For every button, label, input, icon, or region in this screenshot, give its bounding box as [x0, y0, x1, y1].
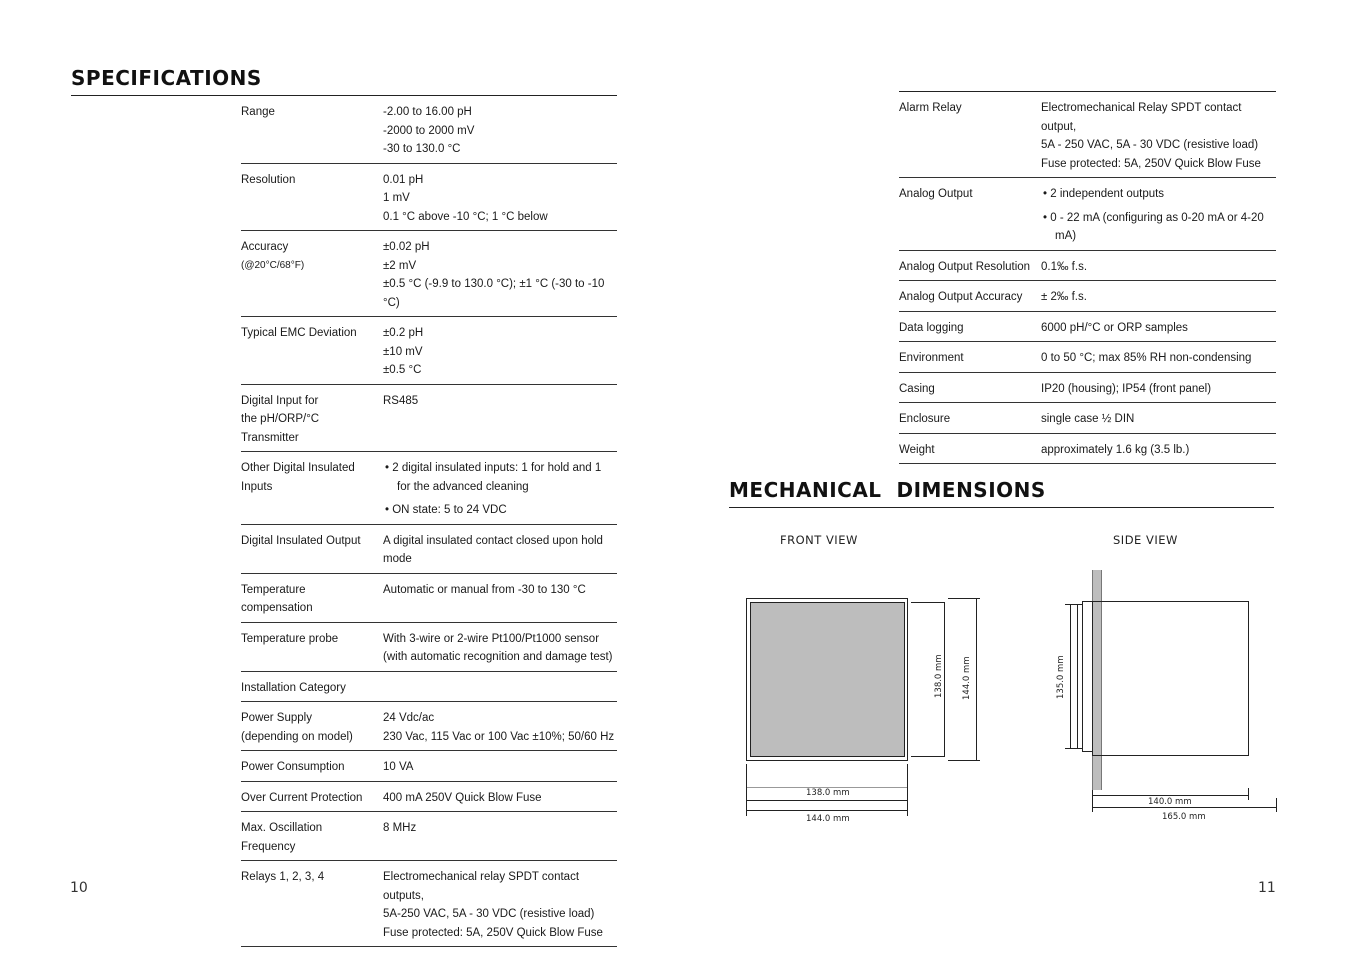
front-view-label: FRONT VIEW: [780, 533, 858, 547]
spec-label-text: Casing: [899, 382, 935, 395]
spec-bullet-text: 2 independent outputs: [1050, 188, 1165, 200]
spec-value-line: ±0.5 °C: [383, 364, 422, 376]
page-number-right: 11: [1258, 880, 1276, 896]
bullet-icon: •: [385, 504, 393, 516]
spec-row: [241, 231, 617, 317]
spec-row: [241, 524, 617, 573]
spec-value: [383, 231, 617, 317]
spec-value-line: ±0.2 pH: [383, 327, 424, 339]
spec-row: [899, 178, 1276, 251]
spec-value: [1041, 311, 1276, 342]
spec-row: [241, 812, 617, 861]
spec-value: [383, 163, 617, 231]
side-depth-label: 140.0 mm: [1148, 797, 1192, 807]
spec-label-text: Enclosure: [899, 413, 951, 425]
spec-label: [241, 573, 383, 622]
spec-value: [383, 671, 617, 702]
spec-value: [1041, 433, 1276, 464]
side-bezel: [1083, 602, 1093, 752]
right-specifications-table: [899, 92, 1276, 464]
spec-value-line: Fuse protected: 5A, 250V Quick Blow Fuse: [1041, 157, 1261, 170]
spec-value: [383, 751, 617, 782]
spec-row: [899, 281, 1276, 312]
spec-row: [899, 250, 1276, 281]
spec-label-text: Typical EMC Deviation: [241, 327, 357, 339]
front-inner-width-label: 138.0 mm: [806, 788, 850, 798]
spec-label-text-2: (depending on model): [241, 730, 353, 743]
spec-value-line: IP20 (housing); IP54 (front panel): [1041, 382, 1212, 395]
spec-label-text: Installation Category: [241, 681, 346, 694]
spec-value-line: Automatic or manual from -30 to 130 °C: [383, 583, 586, 596]
spec-label-text: Weight: [899, 443, 935, 456]
spec-label-text: Temperature probe: [241, 632, 339, 645]
spec-value-line: 5A-250 VAC, 5A - 30 VDC (resistive load): [383, 908, 595, 920]
spec-value: [1041, 178, 1276, 251]
spec-label: [899, 433, 1041, 464]
side-bezel-outer: [1078, 605, 1083, 749]
spec-label: [899, 372, 1041, 403]
spec-label-text: Temperature compensation: [241, 583, 313, 614]
spec-value-line: 6000 pH/°C or ORP samples: [1041, 321, 1188, 334]
spec-value-line: 0.01 pH: [383, 173, 424, 186]
spec-label: [241, 163, 383, 231]
front-panel-inner: [751, 603, 905, 757]
spec-value-line: approximately 1.6 kg (3.5 lb.): [1041, 443, 1190, 456]
spec-value-line: 400 mA 250V Quick Blow Fuse: [383, 791, 542, 804]
spec-bullet-text: ON state: 5 to 24 VDC: [392, 504, 507, 516]
spec-row: [241, 96, 617, 163]
spec-value-line: single case ½ DIN: [1041, 413, 1135, 425]
side-view-label: SIDE VIEW: [1113, 533, 1178, 547]
spec-value-line: -30 to 130.0 °C: [383, 143, 461, 155]
spec-label: [241, 317, 383, 385]
front-outer-height-label: 144.0 mm: [962, 656, 972, 700]
spec-value: [383, 384, 617, 452]
spec-value-line: ±2 mV: [383, 259, 417, 272]
spec-label-text: Analog Output Accuracy: [899, 291, 1023, 303]
spec-bullet-item: [1041, 209, 1276, 246]
spec-value: [383, 317, 617, 385]
spec-label: [899, 403, 1041, 434]
spec-value: [383, 96, 617, 163]
spec-label: [241, 751, 383, 782]
spec-value: [383, 812, 617, 861]
spec-row: [899, 311, 1276, 342]
spec-label: [241, 812, 383, 861]
spec-row: [241, 317, 617, 385]
bullet-icon: •: [385, 462, 393, 474]
front-inner-height-label: 138.0 mm: [934, 654, 944, 698]
front-panel-outer: [747, 599, 908, 761]
spec-row: [241, 751, 617, 782]
spec-label: [241, 861, 383, 947]
spec-value: [383, 524, 617, 573]
mechanical-dimensions-heading: MECHANICAL DIMENSIONS: [729, 478, 1046, 502]
spec-value: [1041, 342, 1276, 373]
spec-value-line: 10 VA: [383, 761, 414, 773]
spec-value-line: RS485: [383, 394, 419, 407]
spec-value-line: 0.1 °C above -10 °C; 1 °C below: [383, 210, 548, 223]
spec-label-text-2: the pH/ORP/°C Transmitter: [241, 413, 320, 444]
spec-label: [241, 384, 383, 452]
spec-value: [383, 573, 617, 622]
spec-value: [383, 452, 617, 525]
spec-label-text: Analog Output Resolution: [899, 260, 1031, 273]
spec-row: [899, 433, 1276, 464]
spec-value-line: With 3-wire or 2-wire Pt100/Pt1000 sensor: [383, 632, 600, 645]
spec-value-line: 8 MHz: [383, 822, 417, 834]
spec-label-text: Accuracy: [241, 241, 289, 253]
spec-bullet-item: [1041, 185, 1276, 204]
spec-row: [241, 861, 617, 947]
spec-value-line: (with automatic recognition and damage test): [383, 651, 613, 663]
bullet-icon: •: [1043, 211, 1051, 224]
spec-label-text: Range: [241, 106, 275, 118]
side-total-depth-label: 165.0 mm: [1162, 812, 1206, 822]
spec-value: [1041, 92, 1276, 178]
spec-row: [241, 781, 617, 812]
spec-row: [899, 403, 1276, 434]
spec-label: [241, 781, 383, 812]
side-wall-panel: [1092, 570, 1102, 790]
spec-value: [1041, 281, 1276, 312]
spec-value: [1041, 372, 1276, 403]
spec-value-line: ±0.02 pH: [383, 241, 430, 253]
spec-label-text: Environment: [899, 352, 964, 364]
spec-label-sub: (@20°C/68°F): [241, 259, 305, 271]
spec-bullet-item: [383, 459, 617, 496]
spec-label: [241, 96, 383, 163]
spec-value-line: Electromechanical relay SPDT contact outputs,: [383, 871, 580, 902]
spec-label: [899, 311, 1041, 342]
spec-value-line: 1 mV: [383, 192, 410, 204]
side-body: [1093, 602, 1249, 756]
spec-label: [899, 92, 1041, 178]
spec-value-line: A digital insulated contact closed upon hold mode: [383, 534, 603, 565]
spec-row: [899, 92, 1276, 178]
spec-bullet-text: 2 digital insulated inputs: 1 for hold and 1 for the advanced cleaning: [392, 462, 602, 493]
spec-value-line: 230 Vac, 115 Vac or 100 Vac ±10%; 50/60 Hz: [383, 730, 615, 743]
spec-label-text: Power Supply: [241, 712, 312, 724]
spec-label: [241, 622, 383, 671]
page-number-left: 10: [70, 880, 88, 896]
spec-value: [1041, 403, 1276, 434]
spec-value-line: ± 2‰ f.s.: [1041, 291, 1087, 303]
spec-label: [241, 702, 383, 751]
spec-value-line: Electromechanical Relay SPDT contact output,: [1041, 102, 1242, 133]
spec-row: [899, 342, 1276, 373]
spec-value-line: Fuse protected: 5A, 250V Quick Blow Fuse: [383, 926, 603, 939]
spec-value-line: 5A - 250 VAC, 5A - 30 VDC (resistive load): [1041, 139, 1259, 151]
spec-label-text: Max. Oscillation Frequency: [241, 822, 323, 853]
spec-value: [383, 781, 617, 812]
spec-value: [383, 861, 617, 947]
spec-value-line: 24 Vdc/ac: [383, 712, 435, 724]
spec-label: [899, 281, 1041, 312]
spec-label-text: Over Current Protection: [241, 791, 363, 804]
spec-value: [383, 622, 617, 671]
spec-label-text: Digital Input for: [241, 394, 319, 407]
spec-row: [241, 452, 617, 525]
spec-value: [1041, 250, 1276, 281]
spec-row: [241, 163, 617, 231]
spec-label-text: Other Digital Insulated Inputs: [241, 462, 355, 493]
spec-value-line: ±10 mV: [383, 345, 423, 358]
spec-row: [241, 573, 617, 622]
spec-value: [383, 702, 617, 751]
spec-label: [899, 178, 1041, 251]
mechanical-dimensions-rule: [729, 507, 1274, 508]
spec-label-text: Analog Output: [899, 188, 973, 200]
spec-label: [241, 231, 383, 317]
spec-bullet-item: [383, 501, 617, 520]
spec-label-text: Digital Insulated Output: [241, 534, 361, 547]
spec-value-line: ±0.5 °C (-9.9 to 130.0 °C); ±1 °C (-30 to -10 °C): [383, 278, 605, 309]
spec-row: [241, 622, 617, 671]
spec-value-line: 0.1‰ f.s.: [1041, 260, 1088, 273]
spec-label-text: Resolution: [241, 173, 296, 186]
front-outer-width-label: 144.0 mm: [806, 814, 850, 824]
side-height-label: 135.0 mm: [1056, 655, 1066, 699]
spec-label-text: Alarm Relay: [899, 102, 962, 114]
spec-label: [241, 452, 383, 525]
spec-label: [241, 671, 383, 702]
spec-row: [241, 702, 617, 751]
spec-row: [899, 372, 1276, 403]
spec-bullet-text: 0 - 22 mA (configuring as 0-20 mA or 4-20 mA): [1050, 211, 1264, 242]
spec-label: [899, 342, 1041, 373]
spec-label-text: Data logging: [899, 321, 964, 334]
specifications-table: [241, 96, 617, 947]
spec-label-text: Power Consumption: [241, 761, 345, 773]
spec-label-text: Relays 1, 2, 3, 4: [241, 871, 325, 883]
specifications-heading: SPECIFICATIONS: [71, 66, 262, 90]
bullet-icon: •: [1043, 188, 1051, 200]
spec-value-line: 0 to 50 °C; max 85% RH non-condensing: [1041, 352, 1252, 364]
spec-row: [241, 671, 617, 702]
spec-label: [899, 250, 1041, 281]
spec-value-line: -2.00 to 16.00 pH: [383, 106, 472, 118]
spec-value-line: -2000 to 2000 mV: [383, 124, 475, 137]
spec-label: [241, 524, 383, 573]
spec-row: [241, 384, 617, 452]
